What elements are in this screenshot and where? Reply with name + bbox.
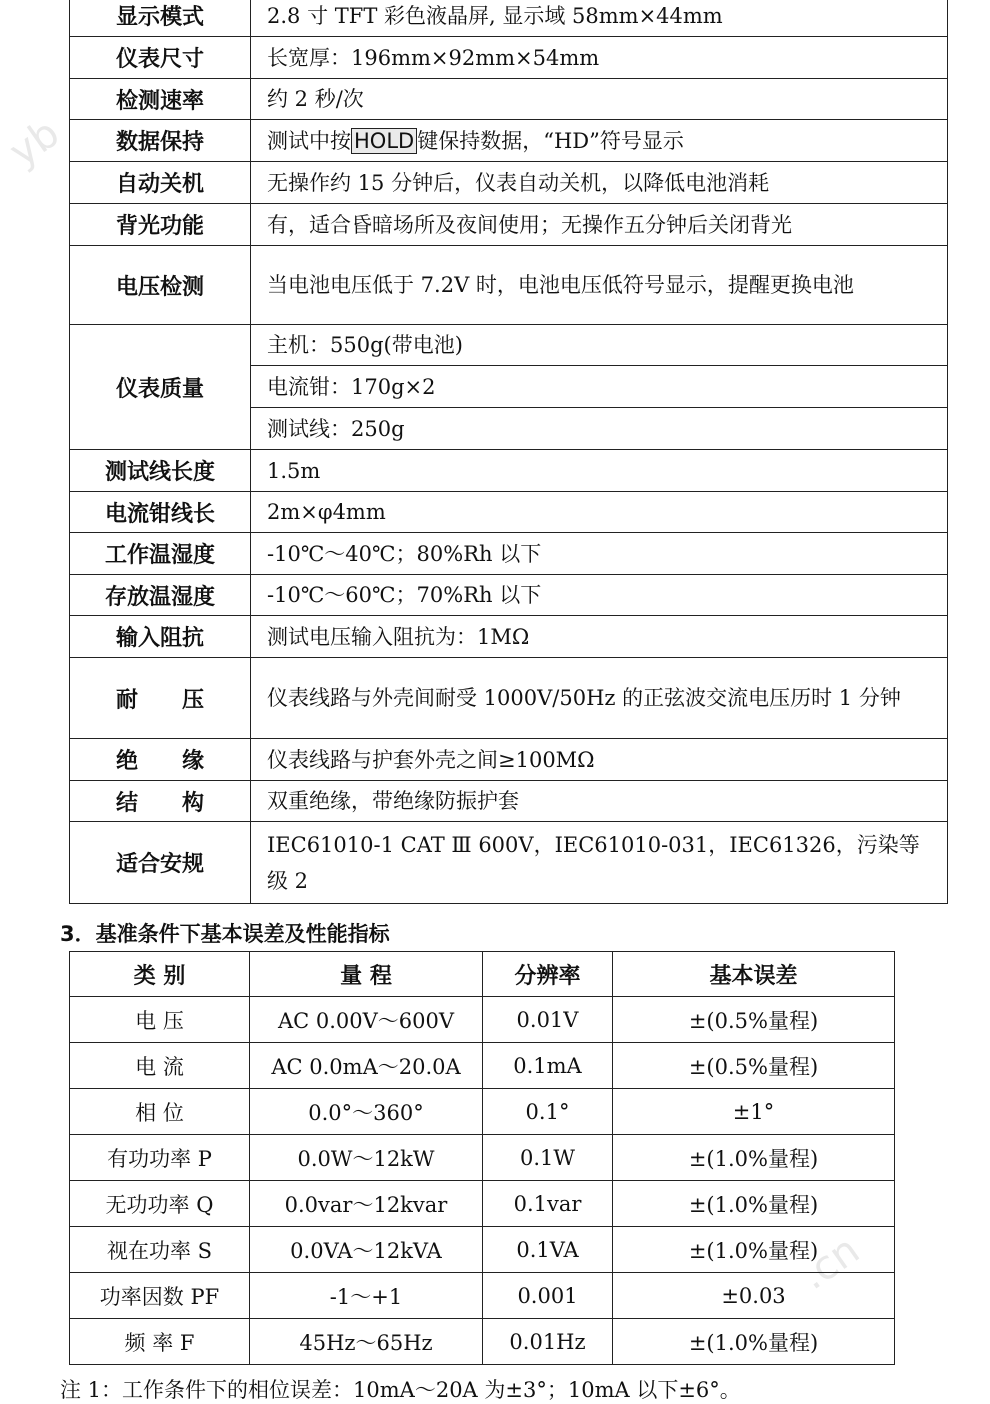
spec-value: 主机：550g(带电池) xyxy=(251,325,948,366)
spec-label: 测试线长度 xyxy=(70,450,251,492)
table-cell: 0.0W～12kW xyxy=(250,1135,483,1181)
spec-value: IEC61010-1 CAT Ⅲ 600V，IEC61010-031，IEC61326，污染等级 2 xyxy=(251,822,948,904)
spec-value-pre: 测试中按 xyxy=(267,128,351,153)
spec-value: 测试电压输入阻抗为：1MΩ xyxy=(251,616,948,658)
table-cell: 0.1W xyxy=(483,1135,613,1181)
column-header: 量 程 xyxy=(250,952,483,997)
spec-value xyxy=(251,120,948,162)
spec-label: 适合安规 xyxy=(70,822,251,904)
table-cell: 0.01V xyxy=(483,997,613,1043)
table-cell: 电 流 xyxy=(70,1043,250,1089)
column-header: 类 别 xyxy=(70,952,250,997)
spec-label: 电流钳线长 xyxy=(70,492,251,533)
table-row xyxy=(70,1089,895,1135)
spec-value: 2m×φ4mm xyxy=(251,492,948,533)
table-cell: 电 压 xyxy=(70,997,250,1043)
spec-label: 存放温湿度 xyxy=(70,575,251,616)
table-row xyxy=(70,1135,895,1181)
hold-key: HOLD xyxy=(351,128,417,154)
table-row xyxy=(70,1273,895,1319)
spec-value-post: 键保持数据，“HD”符号显示 xyxy=(417,128,684,153)
table-cell: 相 位 xyxy=(70,1089,250,1135)
spec-value: 双重绝缘，带绝缘防振护套 xyxy=(251,781,948,822)
spec-label: 数据保持 xyxy=(70,120,251,162)
table-cell: 0.01Hz xyxy=(483,1319,613,1365)
table-cell: 45Hz～65Hz xyxy=(250,1319,483,1365)
table-cell: ±(1.0%量程) xyxy=(613,1319,895,1365)
table-cell: AC 0.00V～600V xyxy=(250,997,483,1043)
spec-label: 检测速率 xyxy=(70,79,251,120)
accuracy-table xyxy=(69,951,895,1365)
spec-value: 约 2 秒/次 xyxy=(251,79,948,120)
spec-label: 耐 压 xyxy=(70,658,251,739)
table-row xyxy=(70,1227,895,1273)
spec-value: 仪表线路与护套外壳之间≥100MΩ xyxy=(251,739,948,781)
watermark: yb xyxy=(1,110,68,176)
watermark: .cn xyxy=(792,1226,868,1300)
table-row xyxy=(70,1181,895,1227)
spec-value: 有，适合昏暗场所及夜间使用；无操作五分钟后关闭背光 xyxy=(251,204,948,246)
table-row xyxy=(70,1319,895,1365)
table-cell: 0.0°～360° xyxy=(250,1089,483,1135)
spec-value: 长宽厚：196mm×92mm×54mm xyxy=(251,37,948,79)
spec-value: -10℃～40℃；80%Rh 以下 xyxy=(251,533,948,575)
table-cell: ±1° xyxy=(613,1089,895,1135)
table-cell: 0.1VA xyxy=(483,1227,613,1273)
table-cell: ±(0.5%量程) xyxy=(613,1043,895,1089)
footnote: 注 1：工作条件下的相位误差：10mA～20A 为±3°；10mA 以下±6°。 xyxy=(60,1378,741,1402)
table-cell: 有功功率 P xyxy=(70,1135,250,1181)
table-cell: 0.1var xyxy=(483,1181,613,1227)
spec-value: 1.5m xyxy=(251,450,948,492)
spec-value: -10℃～60℃；70%Rh 以下 xyxy=(251,575,948,616)
table-cell: ±(1.0%量程) xyxy=(613,1135,895,1181)
table-cell: AC 0.0mA～20.0A xyxy=(250,1043,483,1089)
spec-table xyxy=(69,0,948,904)
table-cell: 0.001 xyxy=(483,1273,613,1319)
spec-label: 电压检测 xyxy=(70,246,251,325)
table-cell: 0.0var～12kvar xyxy=(250,1181,483,1227)
table-cell: ±(1.0%量程) xyxy=(613,1181,895,1227)
spec-label: 自动关机 xyxy=(70,162,251,204)
spec-label: 结 构 xyxy=(70,781,251,822)
spec-value: 仪表线路与外壳间耐受 1000V/50Hz 的正弦波交流电压历时 1 分钟 xyxy=(251,658,948,739)
spec-value: 当电池电压低于 7.2V 时，电池电压低符号显示，提醒更换电池 xyxy=(251,246,948,325)
spec-label: 背光功能 xyxy=(70,204,251,246)
spec-value: 无操作约 15 分钟后，仪表自动关机，以降低电池消耗 xyxy=(251,162,948,204)
section-title: 3．基准条件下基本误差及性能指标 xyxy=(60,922,390,946)
table-cell: ±(1.0%量程) xyxy=(613,1227,895,1273)
column-header: 分辨率 xyxy=(483,952,613,997)
table-cell: 0.1mA xyxy=(483,1043,613,1089)
table-row xyxy=(70,1043,895,1089)
spec-label: 仪表质量 xyxy=(70,325,251,450)
table-cell: ±0.03 xyxy=(613,1273,895,1319)
table-cell: 视在功率 S xyxy=(70,1227,250,1273)
spec-label: 输入阻抗 xyxy=(70,616,251,658)
table-cell: 0.0VA～12kVA xyxy=(250,1227,483,1273)
spec-label: 绝 缘 xyxy=(70,739,251,781)
table-cell: -1～+1 xyxy=(250,1273,483,1319)
spec-value: 测试线：250g xyxy=(251,408,948,450)
table-cell: 频 率 F xyxy=(70,1319,250,1365)
table-row xyxy=(70,997,895,1043)
table-cell: 无功功率 Q xyxy=(70,1181,250,1227)
column-header: 基本误差 xyxy=(613,952,895,997)
spec-value: 电流钳：170g×2 xyxy=(251,366,948,408)
spec-label: 仪表尺寸 xyxy=(70,37,251,79)
spec-label: 显示模式 xyxy=(70,0,251,37)
table-cell: ±(0.5%量程) xyxy=(613,997,895,1043)
table-cell: 功率因数 PF xyxy=(70,1273,250,1319)
spec-label: 工作温湿度 xyxy=(70,533,251,575)
table-cell: 0.1° xyxy=(483,1089,613,1135)
spec-value: 2.8 寸 TFT 彩色液晶屏, 显示域 58mm×44mm xyxy=(251,0,948,37)
